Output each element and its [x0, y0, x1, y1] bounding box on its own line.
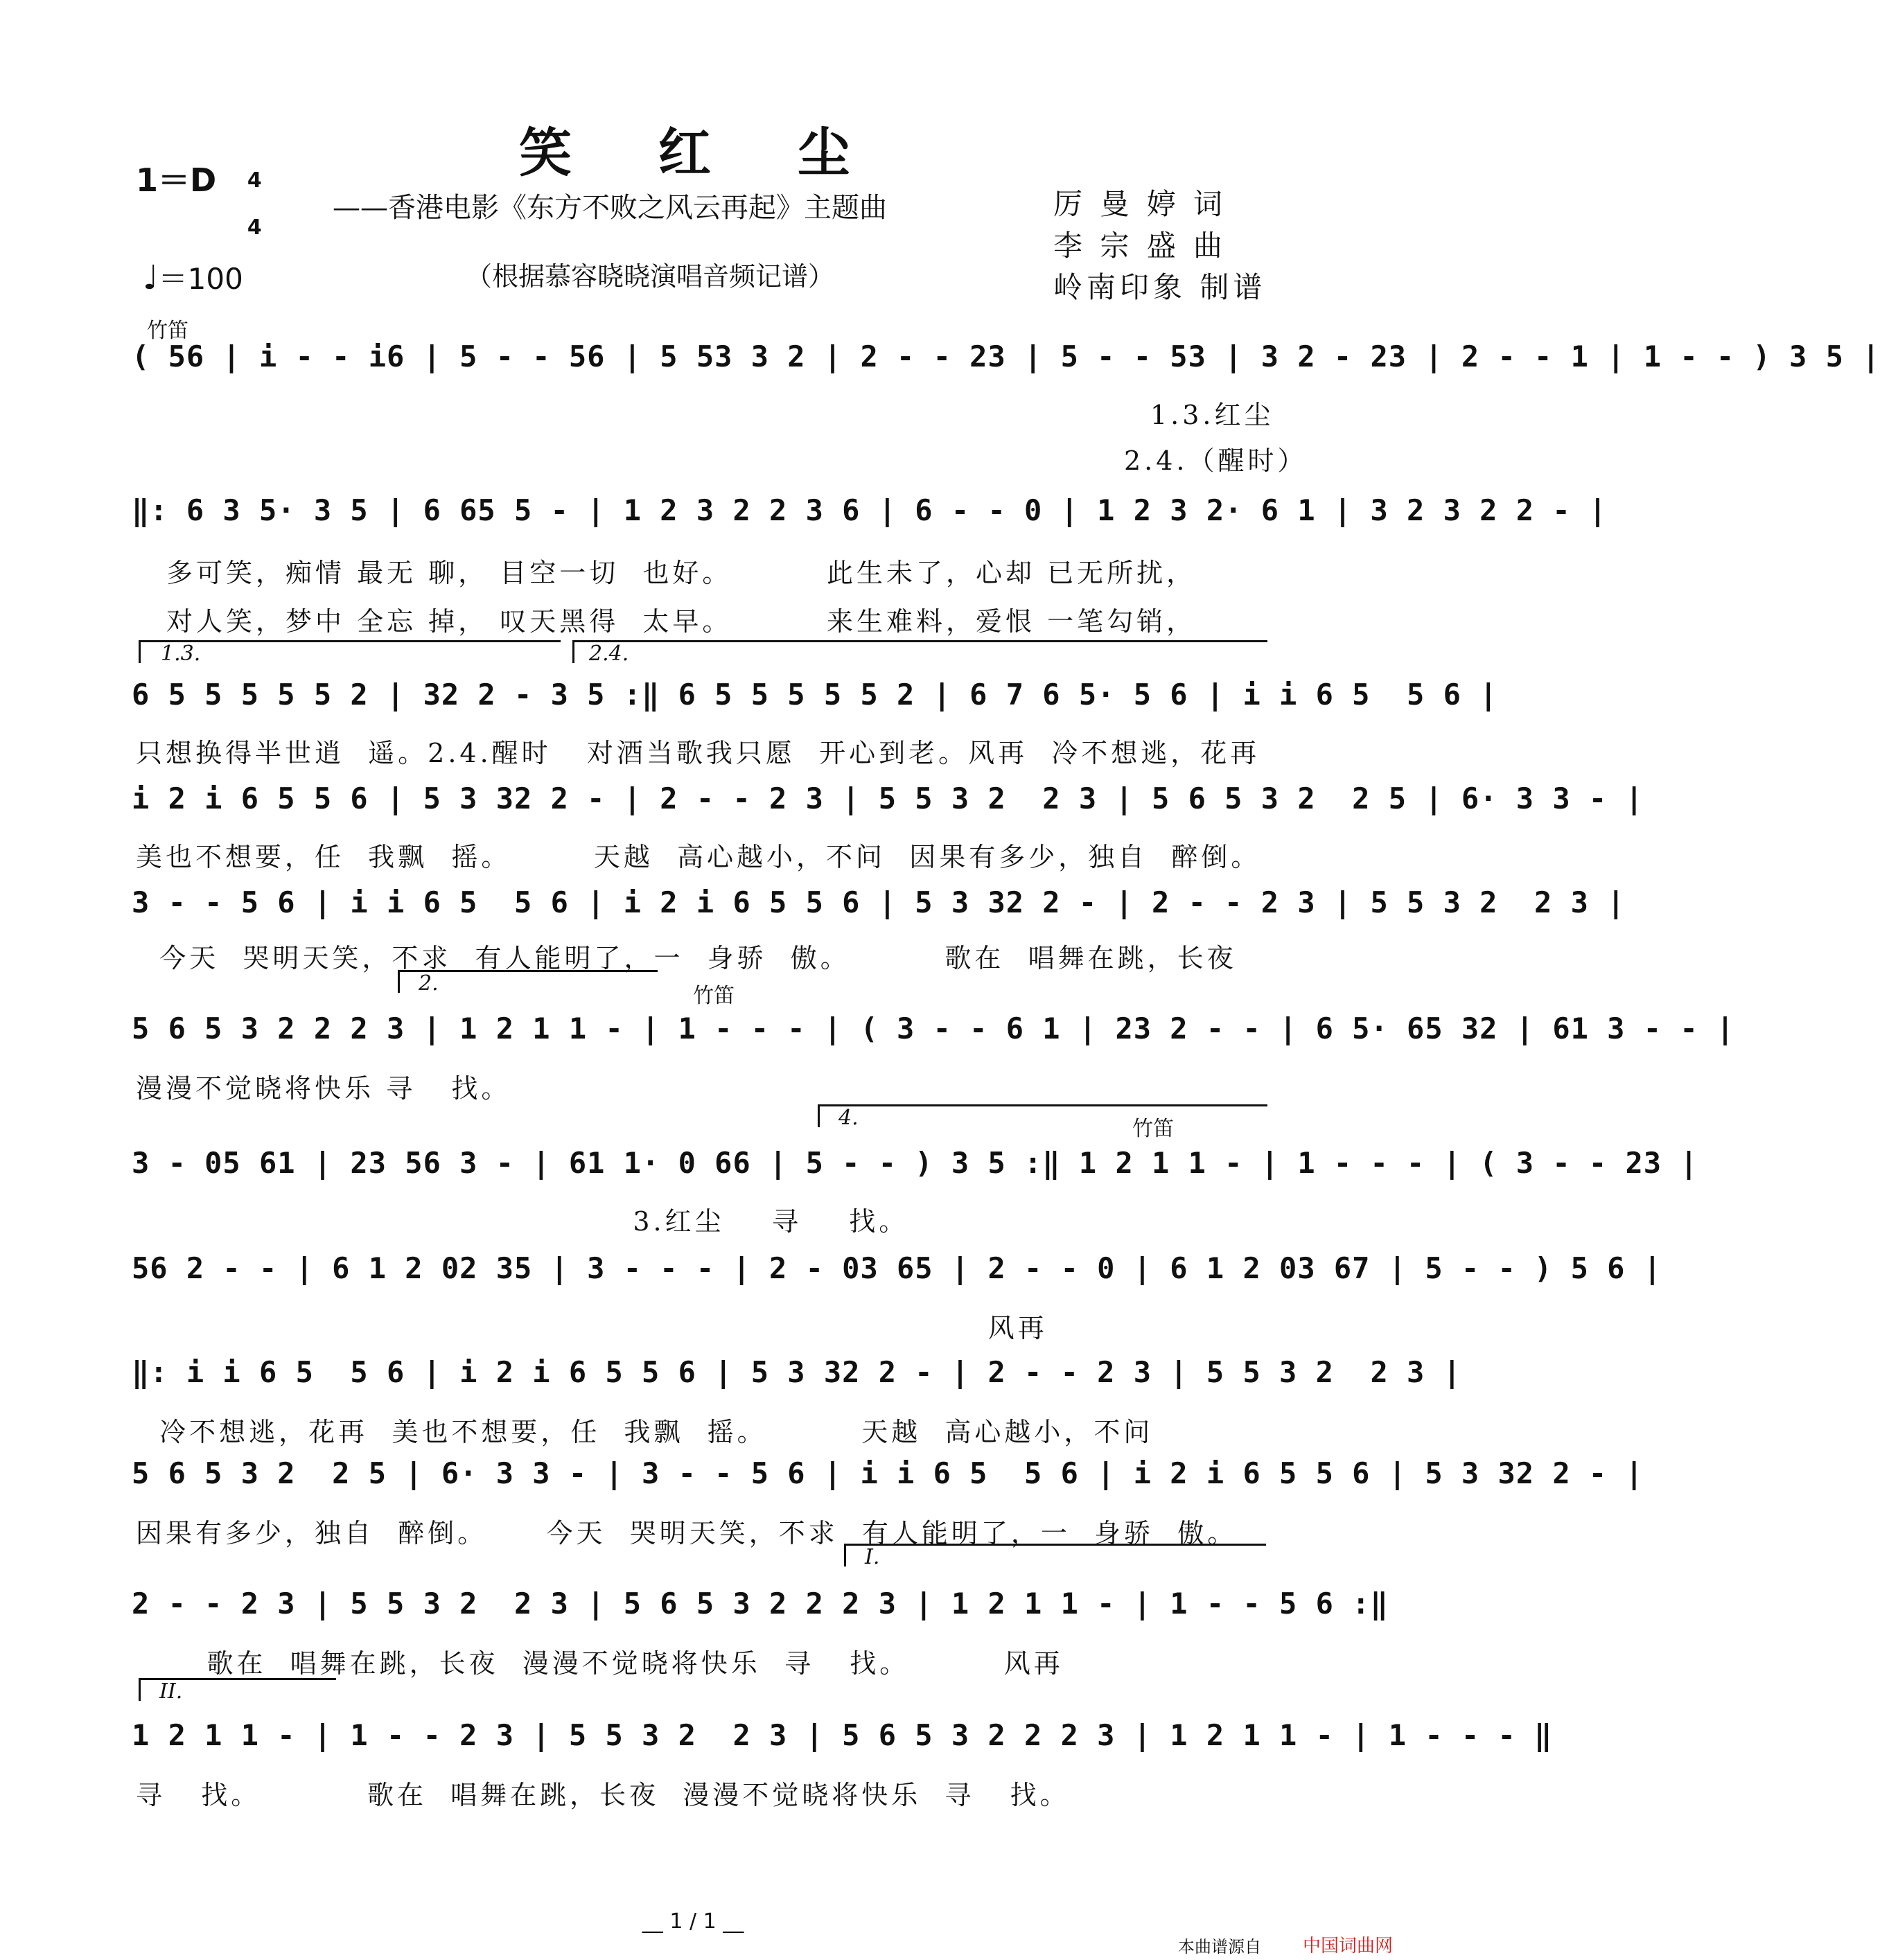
- quarter-note-icon: ♩: [143, 258, 159, 297]
- meter-top: 4: [247, 168, 262, 193]
- meter-bottom: 4: [247, 215, 262, 240]
- song-title: 笑 红 尘: [519, 122, 867, 184]
- transcription-note: （根据慕容晓晓演唱音频记谱）: [466, 261, 835, 292]
- instrument-label: 竹笛: [147, 319, 188, 343]
- volta-label: I.: [865, 1545, 880, 1569]
- volta-label: 2.4.: [589, 642, 629, 666]
- tempo-marking: [143, 256, 243, 298]
- lyric-line: 2.4.（醒时）: [1124, 445, 1308, 476]
- staff-line-3: 6 5 5 5 5 5 2 | 32 2 - 3 5 :‖ 6 5 5 5 5 5 2 | 6 7 6 5· 5 6 | i i 6 5 5 6 |: [132, 678, 1498, 712]
- staff-line-5: 3 - - 5 6 | i i 6 5 5 6 | i 2 i 6 5 5 6 | 5 3 32 2 - | 2 - - 2 3 | 5 5 3 2 2 3 |: [132, 885, 1626, 919]
- site-name-link[interactable]: 中国词曲网: [1303, 1936, 1394, 1957]
- staff-line-8: 56 2 - - | 6 1 2 02 35 | 3 - - - | 2 - 03 65 | 2 - - 0 | 6 1 2 03 67 | 5 - - ) 5 6 |: [132, 1251, 1662, 1285]
- staff-line-7: 3 - 05 61 | 23 56 3 - | 61 1· 0 66 | 5 - - ) 3 5 :‖ 1 2 1 1 - | 1 - - - | ( 3 - - 23 |: [132, 1146, 1698, 1180]
- lyric-line: 多可笑，痴情 最无 聊， 目空一切 也好。 此生未了，心却 已无所扰，: [166, 558, 1197, 588]
- song-subtitle: ——香港电影《东方不败之风云再起》主题曲: [333, 192, 887, 224]
- lyric-line: 美也不想要，任 我飘 摇。 天越 高心越小，不问 因果有多少，独自 醉倒。: [136, 842, 1261, 872]
- volta-bracket: [572, 640, 1267, 663]
- lyric-line: 因果有多少，独自 醉倒。 今天 哭明天笑，不求 有人能明了，一 身骄 傲。: [136, 1518, 1238, 1548]
- volta-bracket: [818, 1104, 1267, 1127]
- lyric-line: 冷不想逃，花再 美也不想要，任 我飘 摇。 天越 高心越小，不问: [136, 1417, 1154, 1447]
- credit-transcriber: 岭南印象 制谱: [1053, 270, 1267, 304]
- tempo-value: ＝100: [158, 262, 243, 296]
- volta-label: 4.: [838, 1106, 859, 1130]
- volta-label: 1.3.: [161, 642, 201, 666]
- lyric-line: 风再: [136, 1313, 1048, 1343]
- instrument-label: 竹笛: [693, 984, 735, 1008]
- instrument-label: 竹笛: [1132, 1117, 1174, 1141]
- staff-line-1: ( 56 | i - - i6 | 5 - - 56 | 5 53 3 2 | 2 - - 23 | 5 - - 53 | 3 2 - 23 | 2 - - 1 | 1 - - ) 3 5 |: [132, 339, 1880, 373]
- time-signature: [233, 145, 261, 240]
- staff-line-2: ‖: 6 3 5· 3 5 | 6 65 5 - | 1 2 3 2 2 3 6 | 6 - - 0 | 1 2 3 2· 6 1 | 3 2 3 2 2 - |: [132, 493, 1608, 527]
- lyric-line: 只想换得半世逍 遥。2.4.醒时 对酒当歌我只愿 开心到老。风再 冷不想逃，花再: [136, 738, 1260, 768]
- lyric-line: 今天 哭明天笑，不求 有人能明了，一 身骄 傲。 歌在 唱舞在跳，长夜: [136, 943, 1237, 973]
- volta-bracket: [844, 1544, 1266, 1566]
- volta-label: 2.: [419, 971, 439, 996]
- staff-line-11: 2 - - 2 3 | 5 5 3 2 2 3 | 5 6 5 3 2 2 2 3 | 1 2 1 1 - | 1 - - 5 6 :‖: [132, 1587, 1389, 1621]
- lyric-line: 寻 找。 歌在 唱舞在跳，长夜 漫漫不觉晓将快乐 寻 找。: [136, 1780, 1070, 1810]
- lyric-line: 歌在 唱舞在跳，长夜 漫漫不觉晓将快乐 寻 找。 风再: [136, 1648, 1064, 1679]
- staff-line-4: i 2 i 6 5 5 6 | 5 3 32 2 - | 2 - - 2 3 | 5 5 3 2 2 3 | 5 6 5 3 2 2 5 | 6· 3 3 - |: [132, 782, 1644, 815]
- source-note: 本曲谱源自: [1178, 1937, 1261, 1957]
- lyric-line: 3.红尘 寻 找。: [136, 1206, 909, 1237]
- staff-line-10: 5 6 5 3 2 2 5 | 6· 3 3 - | 3 - - 5 6 | i i 6 5 5 6 | i 2 i 6 5 5 6 | 5 3 32 2 - |: [132, 1456, 1644, 1490]
- credit-lyricist: 厉 曼 婷 词: [1053, 187, 1227, 221]
- volta-label: II.: [159, 1679, 183, 1704]
- key-signature: 1＝D: [136, 161, 217, 199]
- staff-line-12: 1 2 1 1 - | 1 - - 2 3 | 5 5 3 2 2 3 | 5 6 5 3 2 2 2 3 | 1 2 1 1 - | 1 - - - ‖: [132, 1718, 1553, 1752]
- staff-line-9: ‖: i i 6 5 5 6 | i 2 i 6 5 5 6 | 5 3 32 2 - | 2 - - 2 3 | 5 5 3 2 2 3 |: [132, 1355, 1461, 1389]
- lyric-line: 对人笑，梦中 全忘 掉， 叹天黑得 太早。 来生难料，爱恨 一笔勾销，: [166, 606, 1197, 637]
- credit-composer: 李 宗 盛 曲: [1053, 229, 1227, 263]
- page-number: __ 1 / 1 __: [642, 1909, 744, 1934]
- lyric-line: 漫漫不觉晓将快乐 寻 找。: [136, 1073, 511, 1104]
- lyric-line: 1.3.红尘: [1150, 400, 1274, 430]
- staff-line-6: 5 6 5 3 2 2 2 3 | 1 2 1 1 - | 1 - - - | ( 3 - - 6 1 | 23 2 - - | 6 5· 65 32 | 61 3 - - |: [132, 1012, 1735, 1045]
- volta-bracket: [139, 640, 561, 663]
